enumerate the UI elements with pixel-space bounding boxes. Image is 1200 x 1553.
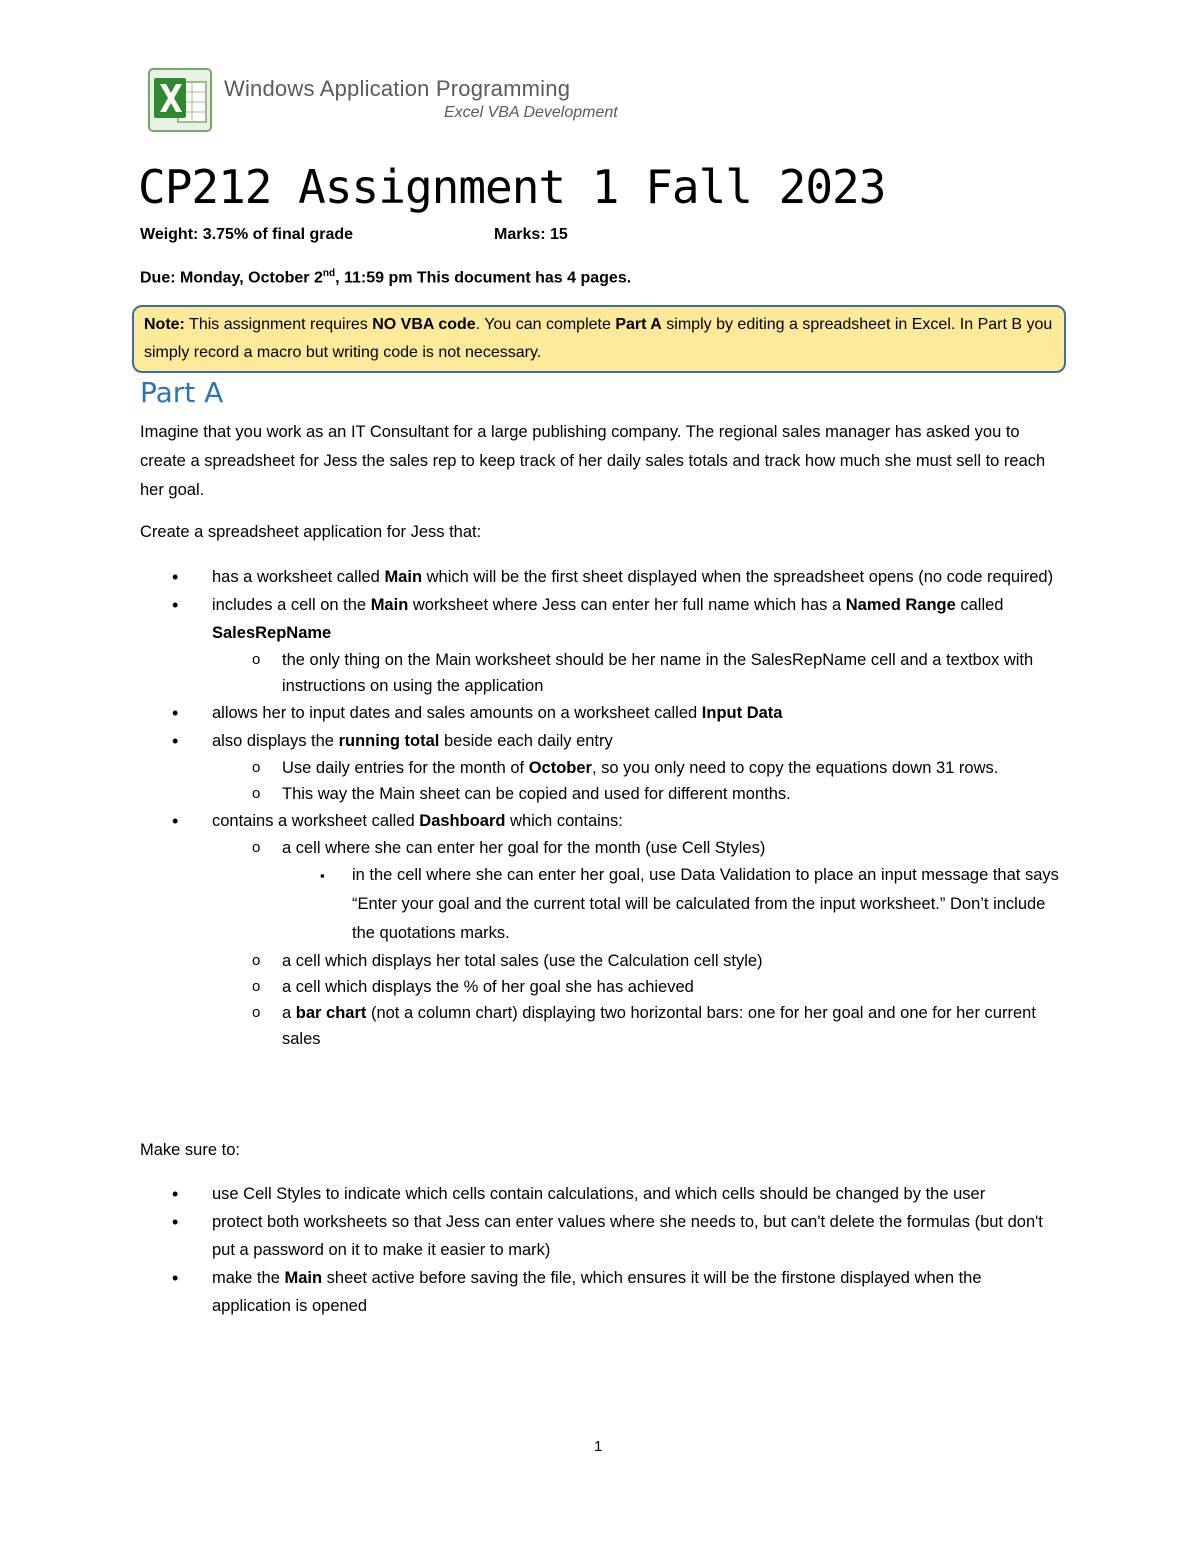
- banner-subtitle: Excel VBA Development: [444, 104, 618, 121]
- list-item: • use Cell Styles to indicate which cells contain calculations, and which cells should be changed by the user: [140, 1180, 1060, 1208]
- note-label: Note:: [144, 316, 185, 333]
- sub-list-item: o the only thing on the Main worksheet should be her name in the SalesRepName cell and a textbox with instructions on using the application: [140, 647, 1060, 699]
- list-item-bold: running total: [338, 732, 440, 750]
- note-text-2: . You can complete: [475, 316, 616, 333]
- sub-list-item: o a cell where she can enter her goal for the month (use Cell Styles): [140, 835, 1060, 861]
- list-item-text: called: [955, 596, 1004, 614]
- list-item: [140, 727, 1060, 755]
- list-item-bold: Main: [284, 1269, 323, 1287]
- list-item: [140, 563, 1060, 591]
- note-text-1: This assignment requires: [184, 316, 373, 333]
- due-superscript: nd: [322, 268, 336, 279]
- page-number: 1: [594, 1438, 603, 1455]
- note-bold-2: Part A: [615, 316, 662, 333]
- list-item-text: a: [282, 1004, 296, 1022]
- list-item-text: includes a cell on the: [212, 596, 371, 614]
- due-text: [140, 268, 631, 287]
- sub-list-item: [140, 1000, 1060, 1052]
- list-item: • protect both worksheets so that Jess can enter values where she needs to, but can't delete the formulas (but don't put a password on it to make it easier to mark): [140, 1208, 1060, 1264]
- header-banner: [148, 68, 648, 134]
- list-item-text: worksheet where Jess can enter her full name which has a: [408, 596, 846, 614]
- make-sure-list: [140, 1180, 1060, 1320]
- excel-logo-icon: [148, 68, 212, 132]
- due-prefix: Due: Monday, October 2: [140, 269, 323, 287]
- list-item-bold: Main: [384, 568, 423, 586]
- list-item-bold: Dashboard: [419, 812, 506, 830]
- create-paragraph: Create a spreadsheet application for Jess that:: [140, 523, 482, 541]
- weight-text: Weight: 3.75% of final grade: [140, 226, 354, 243]
- make-sure-paragraph: Make sure to:: [140, 1141, 240, 1159]
- requirements-list: [140, 563, 1060, 1052]
- list-item-bold: Named Range: [845, 596, 956, 614]
- list-item-bold: October: [528, 759, 592, 777]
- list-item: [140, 699, 1060, 727]
- list-item-text: also displays the: [212, 732, 339, 750]
- sub-sub-list-item: ▪ in the cell where she can enter her goal, use Data Validation to place an input message that says “Enter your goal and the current total will be calculated from the input worksheet.” Don’t include the quotations marks.: [140, 861, 1060, 948]
- list-item: [140, 1264, 1060, 1320]
- list-item: [140, 591, 1060, 647]
- list-item-bold: Main: [370, 596, 409, 614]
- list-item-text: beside each daily entry: [439, 732, 613, 750]
- list-item-text: which will be the first sheet displayed when the spreadsheet opens (no code required): [422, 568, 1054, 586]
- list-item-text: , so you only need to copy the equations down 31 rows.: [591, 759, 999, 777]
- list-item-text: allows her to input dates and sales amounts on a worksheet called: [212, 704, 702, 722]
- list-item-text: has a worksheet called: [212, 568, 385, 586]
- note-text-3: simply by editing a spreadsheet in Excel. In Part B you simply record a macro but writing code is not necessary.: [144, 316, 1053, 361]
- list-item-bold: SalesRepName: [212, 624, 332, 642]
- list-item-text: which contains:: [505, 812, 623, 830]
- list-item-bold: bar chart: [295, 1004, 367, 1022]
- list-item-text: (not a column chart) displaying two horizontal bars: one for her goal and one for her current sales: [282, 1004, 1036, 1048]
- list-item-text: contains a worksheet called: [212, 812, 420, 830]
- list-item-bold: Input Data: [701, 704, 783, 722]
- intro-paragraph: Imagine that you work as an IT Consultant for a large publishing company. The regional sales manager has asked you to create a spreadsheet for Jess the sales rep to keep track of her daily sales totals and track how much she must sell to reach her goal.: [140, 423, 1046, 499]
- list-item: [140, 807, 1060, 835]
- list-item-text: sheet active before saving the file, which ensures it will be the firstone displayed when the application is opened: [212, 1269, 982, 1315]
- note-callout: [132, 305, 1066, 373]
- sub-list-item: [140, 755, 1060, 781]
- document-title: CP212 Assignment 1 Fall 2023: [138, 160, 886, 214]
- list-item-text: make the: [212, 1269, 285, 1287]
- part-a-heading: Part A: [140, 376, 224, 409]
- list-item-text: Use daily entries for the month of: [282, 759, 529, 777]
- sub-list-item: o This way the Main sheet can be copied and used for different months.: [140, 781, 1060, 807]
- sub-list-item: o a cell which displays the % of her goal she has achieved: [140, 974, 1060, 1000]
- banner-title: Windows Application Programming: [224, 76, 571, 101]
- sub-list-item: o a cell which displays her total sales (use the Calculation cell style): [140, 948, 1060, 974]
- marks-text: Marks: 15: [494, 226, 568, 243]
- due-suffix: , 11:59 pm This document has 4 pages.: [335, 269, 632, 287]
- note-bold-1: NO VBA code: [372, 316, 476, 333]
